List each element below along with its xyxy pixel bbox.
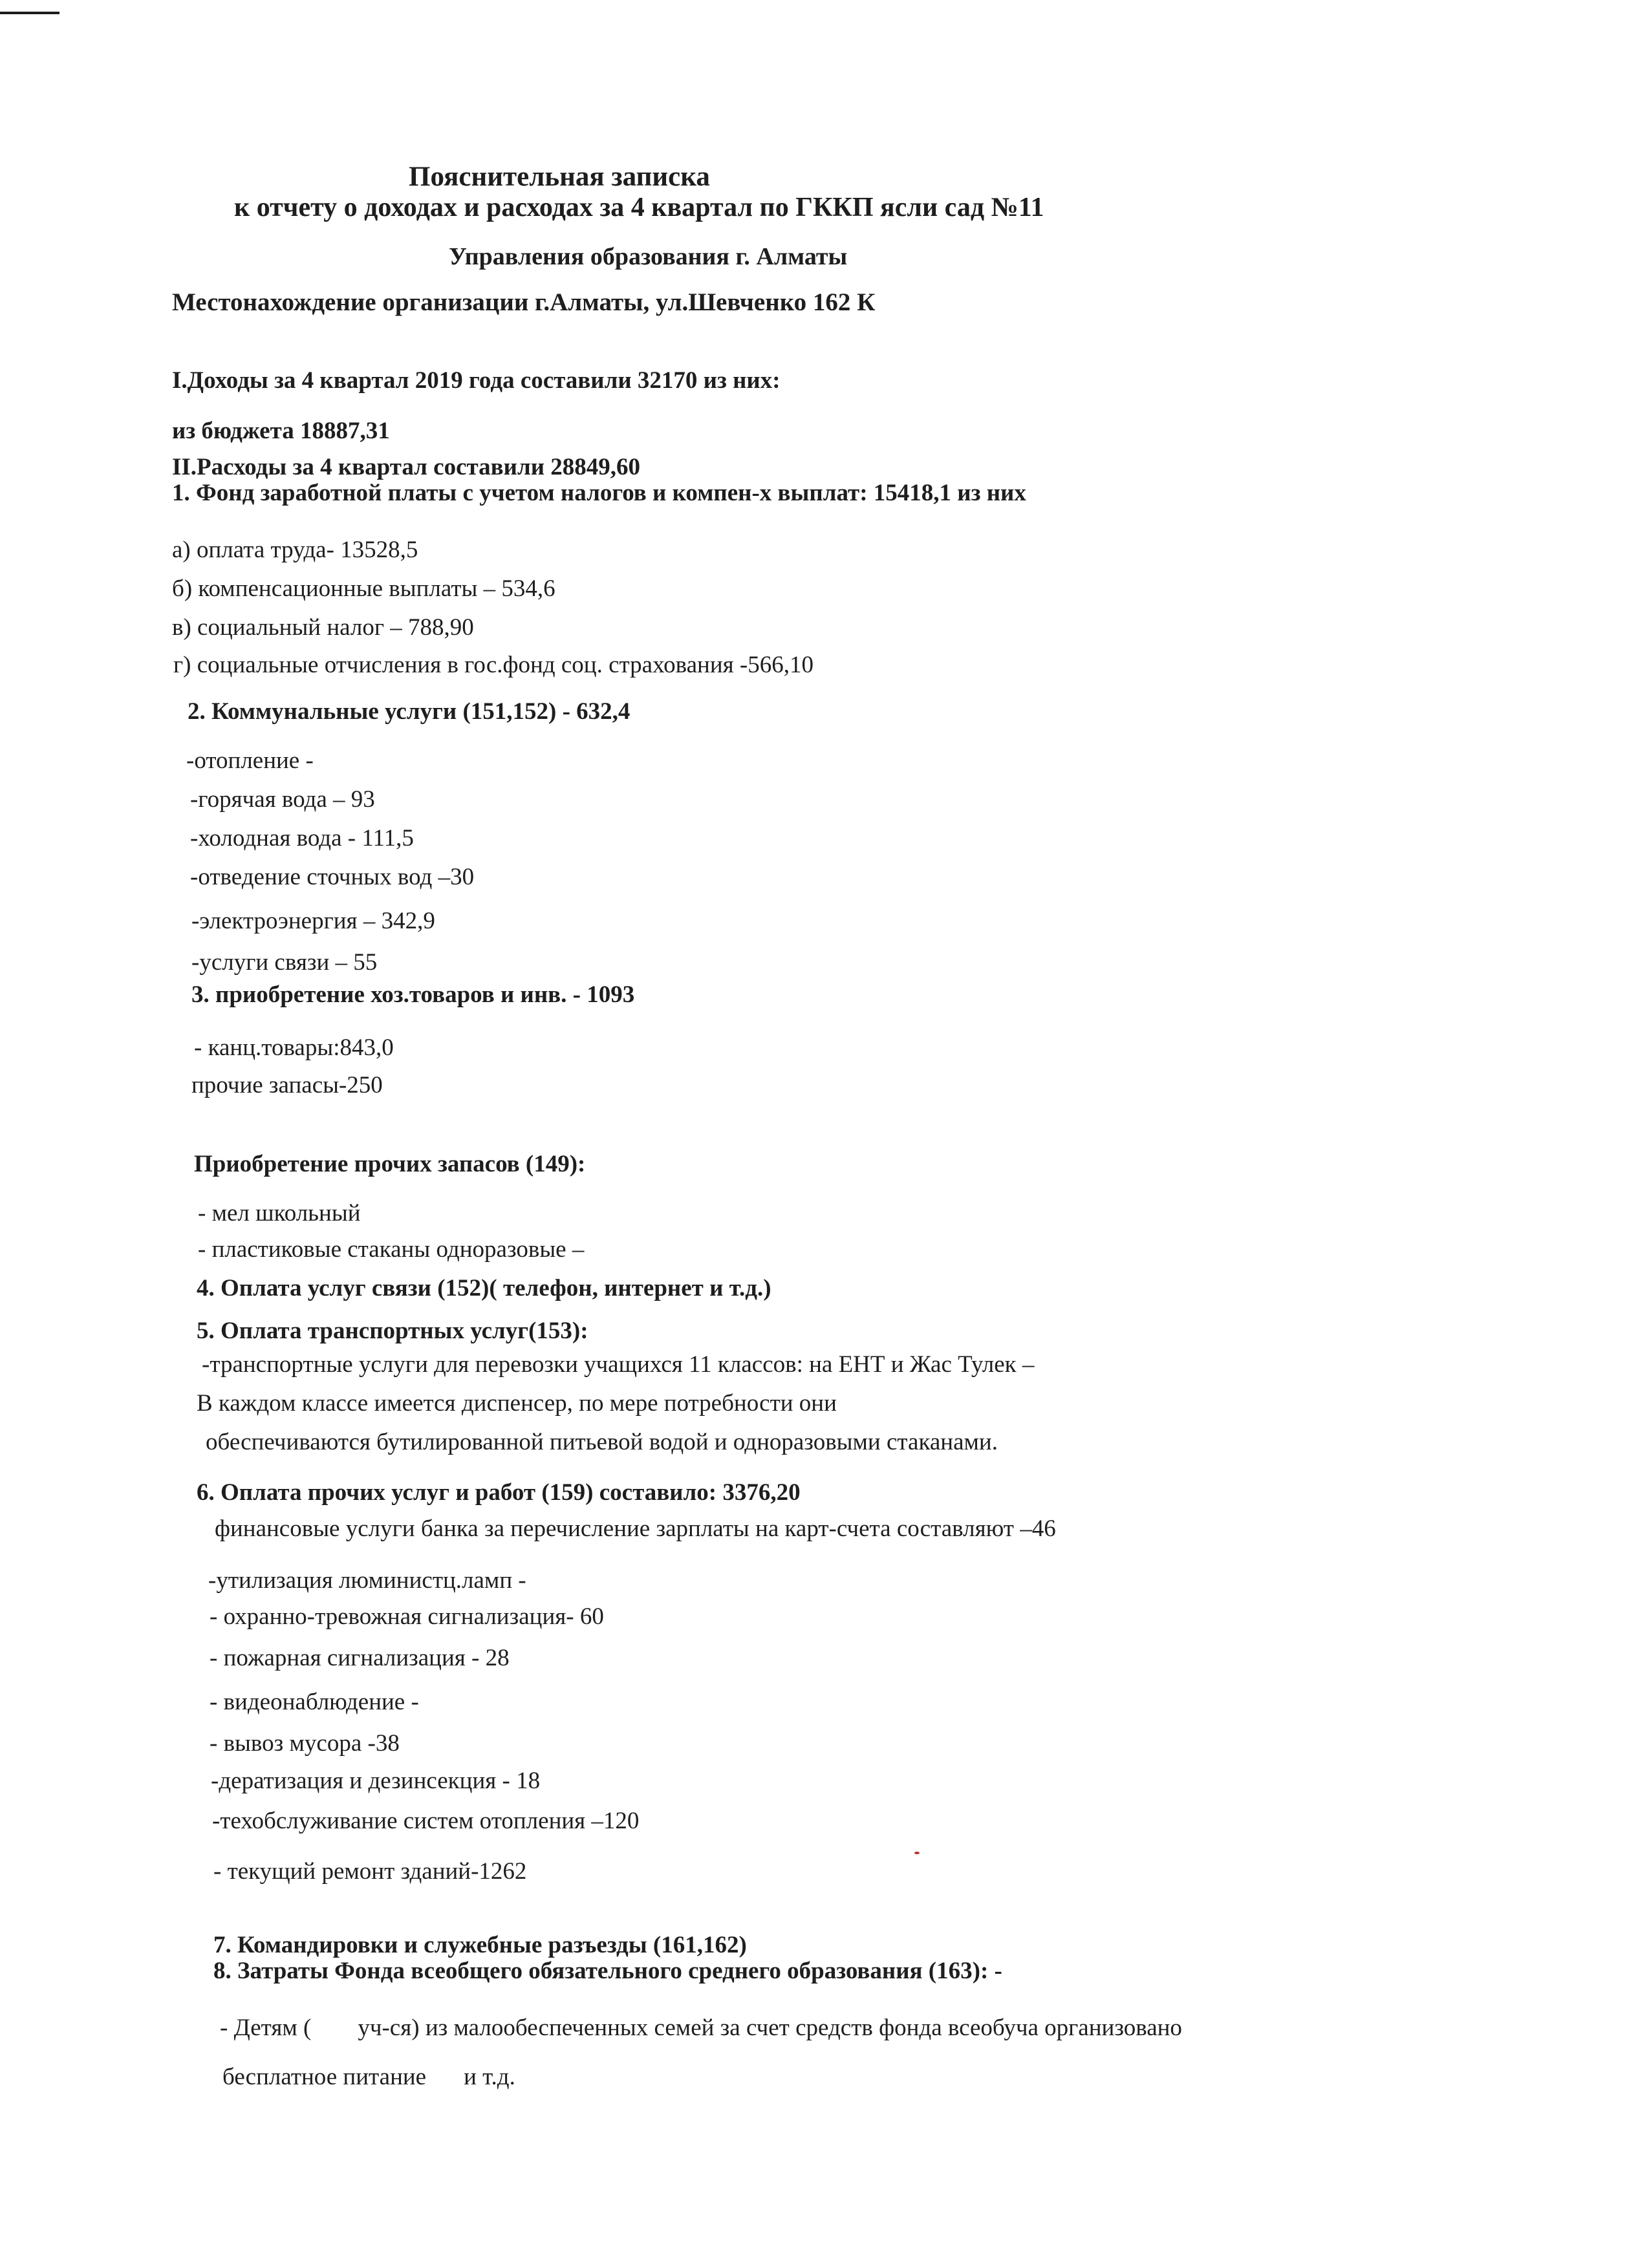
section-8-heading: 8. Затраты Фонда всеобщего обязательного среднего образования (163): - xyxy=(213,1958,1002,1984)
section-8-line-1-end: уч-ся) из малообеспеченных семей за счет средств фонда всеобуча организовано xyxy=(358,2015,1182,2041)
section-2-item: -услуги связи – 55 xyxy=(191,949,378,976)
section-6-item: -техобслуживание систем отопления –120 xyxy=(212,1808,640,1834)
section-1-heading: 1. Фонд заработной платы с учетом налогов и компен-х выплат: 15418,1 из них xyxy=(172,480,1026,506)
section-8-line-2-start: бесплатное питание xyxy=(222,2064,427,2090)
expenses-heading: II.Расходы за 4 квартал составили 28849,60 xyxy=(172,454,641,480)
other-stock-item: - мел школьный xyxy=(198,1200,361,1226)
section-4-heading: 4. Оплата услуг связи (152)( телефон, интернет и т.д.) xyxy=(197,1275,771,1301)
section-6-item: - вывоз мусора -38 xyxy=(210,1730,400,1757)
document-subtitle: к отчету о доходах и расходах за 4 квартал по ГККП ясли сад №11 xyxy=(234,193,1044,222)
scan-edge-mark xyxy=(0,12,59,14)
section-1-item: а) оплата труда- 13528,5 xyxy=(172,537,418,563)
organization-location: Местонахождение организации г.Алматы, ул.Шевченко 162 К xyxy=(172,288,876,316)
section-6-item: финансовые услуги банка за перечисление зарплаты на карт-счета составляют –46 xyxy=(215,1515,1056,1542)
section-1-item: б) компенсационные выплаты – 534,6 xyxy=(172,575,555,602)
income-heading: I.Доходы за 4 квартал 2019 года составили 32170 из них: xyxy=(172,367,781,394)
other-stock-heading: Приобретение прочих запасов (149): xyxy=(194,1151,586,1177)
section-6-item: - текущий ремонт зданий-1262 xyxy=(213,1858,527,1885)
section-2-item: -отведение сточных вод –30 xyxy=(190,864,475,890)
document-title: Пояснительная записка xyxy=(409,162,710,192)
section-6-item: -дератизация и дезинсекция - 18 xyxy=(211,1768,541,1794)
section-6-item: - пожарная сигнализация - 28 xyxy=(210,1645,510,1671)
income-budget: из бюджета 18887,31 xyxy=(172,418,390,444)
section-2-heading: 2. Коммунальные услуги (151,152) - 632,4 xyxy=(188,698,630,725)
section-7-heading: 7. Командировки и служебные разъезды (161,162) xyxy=(213,1932,747,1958)
section-8-line-2-end: и т.д. xyxy=(464,2064,515,2090)
section-1-item: г) социальные отчисления в гос.фонд соц. страхования -566,10 xyxy=(173,652,814,678)
section-2-item: -холодная вода - 111,5 xyxy=(190,825,414,851)
section-8-line-1-start: - Детям ( xyxy=(220,2015,312,2041)
section-8-line-2 xyxy=(222,2065,515,2089)
section-2-item: -отопление - xyxy=(186,747,314,774)
section-2-item: -электроэнергия – 342,9 xyxy=(191,908,435,934)
section-8-line-1 xyxy=(220,2016,1182,2040)
section-6-item: - охранно-тревожная сигнализация- 60 xyxy=(210,1603,604,1630)
section-3-item: - канц.товары:843,0 xyxy=(194,1034,394,1061)
section-5-heading: 5. Оплата транспортных услуг(153): xyxy=(197,1318,588,1344)
department-name: Управления образования г. Алматы xyxy=(449,243,848,270)
section-6-heading: 6. Оплата прочих услуг и работ (159) составило: 3376,20 xyxy=(197,1479,801,1506)
section-3-heading: 3. приобретение хоз.товаров и инв. - 1093 xyxy=(191,981,635,1008)
ink-speck xyxy=(914,1852,920,1854)
other-stock-item: - пластиковые стаканы одноразовые – xyxy=(198,1236,585,1263)
section-1-item: в) социальный налог – 788,90 xyxy=(172,614,474,641)
section-6-item: -утилизация люминистц.ламп - xyxy=(208,1567,526,1594)
section-5-item: В каждом классе имеется диспенсер, по мере потребности они xyxy=(197,1390,837,1417)
section-5-item: -транспортные услуги для перевозки учащихся 11 классов: на ЕНТ и Жас Тулек – xyxy=(202,1351,1035,1378)
section-2-item: -горячая вода – 93 xyxy=(190,786,375,813)
section-5-item: обеспечиваются бутилированной питьевой водой и одноразовыми стаканами. xyxy=(206,1429,998,1455)
section-3-item: прочие запасы-250 xyxy=(191,1072,383,1098)
section-6-item: - видеонаблюдение - xyxy=(210,1689,419,1715)
